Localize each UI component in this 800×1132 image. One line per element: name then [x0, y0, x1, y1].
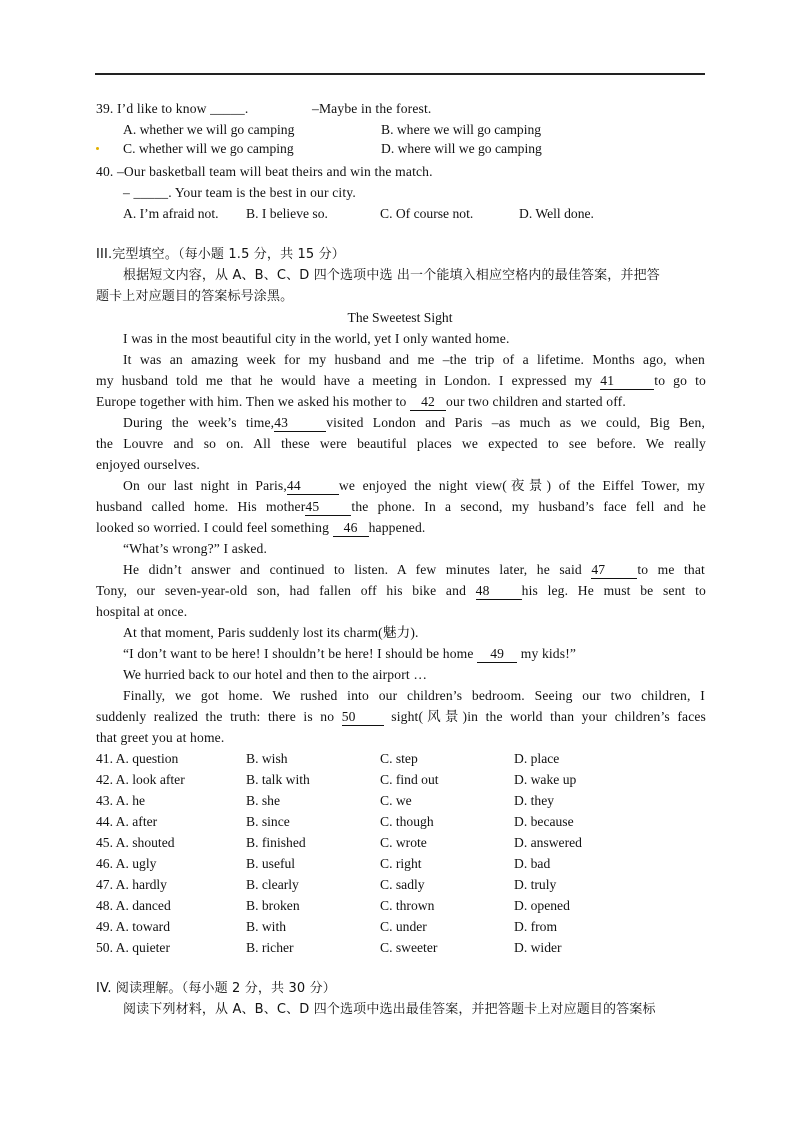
blank-48: 48 — [476, 583, 522, 600]
section3-instruction-1: 根据短文内容，从 A、B、C、D 四个选项中选 出一个能填入相应空格内的最佳答案，并把答 — [123, 268, 660, 283]
passage-text: to go to — [654, 373, 706, 388]
blank-47: 47 — [591, 562, 637, 579]
passage-text: my kids!” — [520, 646, 577, 661]
passage-text: During the week’s time, — [123, 415, 275, 430]
q40-stem: 40. –Our basketball team will beat theirs and win the match. — [96, 164, 433, 179]
passage-line-11: “What’s wrong?” I asked. — [123, 541, 268, 556]
passage-line-6: the Louvre and so on. All these were beautiful places we expected to see before. We really — [96, 436, 706, 451]
passage-line-1: I was in the most beautiful city in the world, yet I only wanted home. — [123, 331, 510, 346]
q39-stem: 39. I’d like to know _____. — [96, 101, 249, 116]
passage-line-5 — [123, 413, 705, 433]
passage-text: his leg. He must be sent to — [521, 583, 706, 598]
passage-text: looked so worried. I could feel something — [96, 520, 330, 535]
option-47-b: B. clearly — [246, 877, 299, 892]
blank-43: 43 — [274, 415, 326, 432]
option-50-c: C. sweeter — [380, 940, 438, 955]
passage-text: He didn’t answer and continued to listen. A few minutes later, he said — [123, 562, 582, 577]
q40-response: – _____. Your team is the best in our city. — [123, 185, 356, 200]
option-46-c: C. right — [380, 856, 422, 871]
option-49-b: B. with — [246, 919, 287, 934]
passage-title: The Sweetest Sight — [347, 310, 453, 325]
option-42-b: B. talk with — [246, 772, 310, 787]
option-50-a: 50. A. quieter — [96, 940, 170, 955]
passage-line-9 — [96, 497, 706, 517]
option-42-c: C. find out — [380, 772, 439, 787]
option-49-d: D. from — [514, 919, 558, 934]
option-43-c: C. we — [380, 793, 412, 808]
q39-option-a: A. whether we will go camping — [123, 122, 295, 137]
option-47-a: 47. A. hardly — [96, 877, 167, 892]
section3-instruction-2: 题卡上对应题目的答案标号涂黑。 — [96, 289, 294, 304]
passage-text: to me that — [637, 562, 705, 577]
q39-stem-line — [96, 99, 706, 119]
section4-heading: IV. 阅读理解。（每小题 2 分，共 30 分） — [96, 981, 336, 996]
passage-line-3 — [96, 371, 706, 391]
q39-option-c: C. whether will we go camping — [123, 141, 294, 156]
section4-instruction-1: 阅读下列材料，从 A、B、C、D 四个选项中选出最佳答案，并把答题卡上对应题目的答案标 — [123, 1002, 656, 1017]
passage-text: “I don’t want to be here! I shouldn’t be here! I should be home — [123, 646, 474, 661]
option-43-b: B. she — [246, 793, 280, 808]
passage-line-4 — [96, 392, 706, 412]
option-48-d: D. opened — [514, 898, 570, 913]
section3-heading: III.完型填空。（每小题 1.5 分，共 15 分） — [96, 247, 345, 262]
option-48-a: 48. A. danced — [96, 898, 171, 913]
q39-option-b: B. where we will go camping — [381, 122, 542, 137]
passage-line-15: At that moment, Paris suddenly lost its charm(魅力). — [123, 625, 419, 640]
q40-option-b: B. I believe so. — [246, 206, 328, 221]
passage-text: my husband told me that he would have a meeting in London. I expressed my — [96, 373, 593, 388]
option-48-b: B. broken — [246, 898, 300, 913]
option-45-b: B. finished — [246, 835, 306, 850]
passage-text: happened. — [368, 520, 426, 535]
option-44-c: C. though — [380, 814, 434, 829]
blank-45: 45 — [305, 499, 351, 516]
passage-line-2: It was an amazing week for my husband and me –the trip of a lifetime. Months ago, when — [123, 352, 705, 367]
passage-text: suddenly realized the truth: there is no — [96, 709, 335, 724]
option-46-d: D. bad — [514, 856, 551, 871]
passage-line-13 — [96, 581, 706, 601]
option-48-c: C. thrown — [380, 898, 435, 913]
passage-line-20: that greet you at home. — [96, 730, 225, 745]
q40-option-c: C. Of course not. — [380, 206, 474, 221]
blank-42: 42 — [410, 394, 446, 411]
option-50-b: B. richer — [246, 940, 294, 955]
option-45-d: D. answered — [514, 835, 582, 850]
blank-50: 50 — [342, 709, 384, 726]
passage-text: husband called home. His mother — [96, 499, 306, 514]
passage-text: Europe together with him. Then we asked his mother to — [96, 394, 407, 409]
passage-line-12 — [123, 560, 705, 580]
passage-text: we enjoyed the night view(夜景) of the Eiffel Tower, my — [338, 478, 705, 493]
option-42-a: 42. A. look after — [96, 772, 185, 787]
option-44-b: B. since — [246, 814, 290, 829]
passage-line-10 — [96, 518, 706, 538]
option-44-d: D. because — [514, 814, 574, 829]
passage-line-7: enjoyed ourselves. — [96, 457, 200, 472]
passage-line-19 — [96, 707, 706, 727]
passage-line-17: We hurried back to our hotel and then to the airport … — [123, 667, 428, 682]
stray-mark — [96, 147, 99, 150]
option-41-a: 41. A. question — [96, 751, 179, 766]
q40-option-a: A. I’m afraid not. — [123, 206, 219, 221]
option-42-d: D. wake up — [514, 772, 577, 787]
passage-line-8 — [123, 476, 705, 496]
option-46-b: B. useful — [246, 856, 296, 871]
blank-46: 46 — [333, 520, 369, 537]
option-46-a: 46. A. ugly — [96, 856, 157, 871]
option-44-a: 44. A. after — [96, 814, 158, 829]
q40-option-d: D. Well done. — [519, 206, 594, 221]
blank-49: 49 — [477, 646, 517, 663]
passage-text: Tony, our seven-year-old son, had fallen off his bike and — [96, 583, 467, 598]
option-47-c: C. sadly — [380, 877, 425, 892]
top-rule — [95, 73, 705, 75]
option-43-d: D. they — [514, 793, 555, 808]
q39-response: –Maybe in the forest. — [312, 101, 432, 116]
option-47-d: D. truly — [514, 877, 557, 892]
option-50-d: D. wider — [514, 940, 562, 955]
blank-41: 41 — [600, 373, 654, 390]
option-41-c: C. step — [380, 751, 418, 766]
passage-line-18: Finally, we got home. We rushed into our children’s bedroom. Seeing our two children, I — [123, 688, 705, 703]
option-41-b: B. wish — [246, 751, 288, 766]
passage-text: our two children and started off. — [446, 394, 626, 409]
passage-text: On our last night in Paris, — [123, 478, 287, 493]
option-43-a: 43. A. he — [96, 793, 146, 808]
option-45-a: 45. A. shouted — [96, 835, 175, 850]
passage-line-14: hospital at once. — [96, 604, 188, 619]
option-45-c: C. wrote — [380, 835, 427, 850]
option-49-c: C. under — [380, 919, 427, 934]
option-41-d: D. place — [514, 751, 560, 766]
passage-text: visited London and Paris –as much as we could, Big Ben, — [326, 415, 705, 430]
passage-text: sight(风景)in the world than your children’s faces — [391, 709, 707, 724]
option-49-a: 49. A. toward — [96, 919, 171, 934]
q39-option-d: D. where will we go camping — [381, 141, 542, 156]
passage-text: the phone. In a second, my husband’s face fell and he — [351, 499, 706, 514]
blank-44: 44 — [287, 478, 339, 495]
passage-line-16 — [123, 644, 733, 664]
